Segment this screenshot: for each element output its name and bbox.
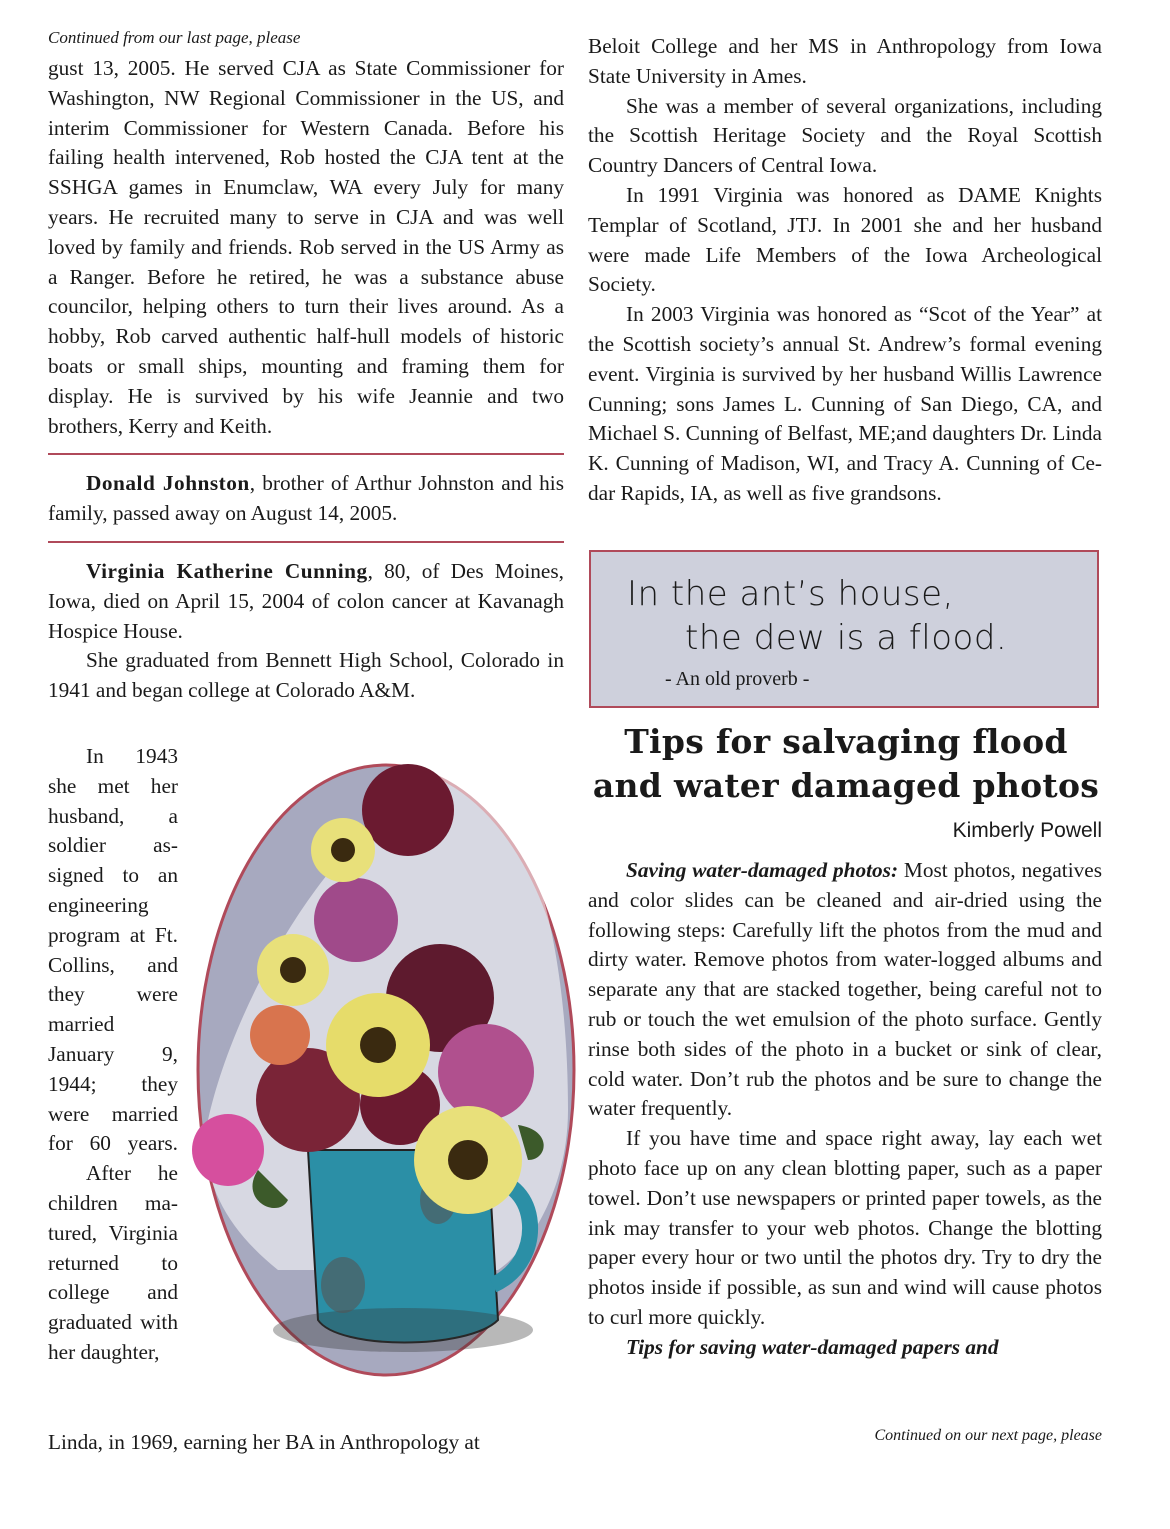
article-title: Tips for salvaging flood and water damaged photos: [592, 722, 1100, 805]
virginia-p8: In 1991 Virginia was honored as DAME Knights Templar of Scotland, JTJ. In 2001 she and her husband were made Life Members of the Iowa Archeological Society.: [588, 182, 1102, 297]
virginia-name: Virginia Katherine Cunning: [86, 558, 368, 583]
rob-obituary-text: gust 13, 2005. He served CJA as State Commissioner for Washington, NW Regional Commissioner in the US, and interim Commissioner for Western Canada. Before his failing health intervened, Rob hosted the CJA tent at the SSHGA games in Enumclaw, WA every July for many years. He recruited many to serve in CJA and was well loved by family and friends. Rob served in the US Army as a Ranger. Before he retired, he was a substance abuse councilor, helping others to turn their lives around. As a hobby, Rob carved authentic half-hull models of historic boats or small ships, mounting and framing them for display. He is survived by his wife Jeannie and two brothers, Kerry and Keith.: [48, 56, 564, 438]
proverb-line-1: In the ant’s house,: [627, 574, 954, 614]
virginia-p7: She was a member of several organizations, including the Scottish Heritage Society and the Royal Scottish Country Dancers of Central Iowa.: [588, 93, 1102, 178]
virginia-p9: In 2003 Virginia was honored as “Scot of the Year” at the Scottish society’s annual St. Andrew’s formal evening event. Virginia is survived by her husband Willis Lawrence Cunning; sons James L. Cunning of San Diego, CA, and Michael S. Cunning of Belfast, ME;and daughters Dr. Linda K. Cunning of Madison, WI, and Tracy A. Cunning of Cedar Rapids, IA, as well as five grandsons.: [588, 302, 1102, 505]
virginia-p6: Beloit College and her MS in Anthropology from Iowa State University in Ames.: [588, 34, 1102, 88]
virginia-intro: [48, 557, 564, 646]
after-image-text: [48, 1428, 564, 1458]
article-body: [588, 856, 1102, 1363]
narrow-text-column: [48, 742, 178, 1368]
proverb-box: [589, 550, 1099, 708]
proverb-line-2: the dew is a flood.: [685, 618, 1008, 658]
article-p1-text: Most photos, negatives and color slides can be cleaned and air-dried using the following steps: Carefully lift the photos from the mud and dirty water. Remove photos from water-logged albums and separate any that are stacked together, being careful not to rub or touch the wet emulsion of the photo surface. Gently rinse both sides of the photo in a bucket or sink of clear, cold water. Don’t rub the photos and be sure to change the water frequently.: [588, 858, 1102, 1121]
lead-saving-photos: Saving water-damaged photos:: [626, 858, 899, 882]
donald-name: Donald Johnston: [86, 471, 250, 496]
divider: [48, 453, 564, 455]
continued-on-note: Continued on our next page, please: [874, 1427, 1102, 1444]
virginia-p5: Linda, in 1969, earning her BA in Anthropology at: [48, 1430, 480, 1454]
article-p2: If you have time and space right away, lay each wet photo face up on any clean blotting paper, such as a paper towel. Don’t use newspapers or printed paper towels, as the ink may transfer to your web photos. Change the blotting paper every hour or two until the photos dry. Try to dry the photos inside if possible, as sun and wind will cause photos to curl more quickly.: [588, 1126, 1102, 1329]
virginia-p4: After he children matured, Virginia returned to college and graduated with her daughter,: [48, 1161, 178, 1364]
article-p1: [588, 856, 1102, 1124]
flower-vase-illustration: [168, 730, 588, 1390]
right-column: [588, 32, 1102, 509]
virginia-p3: In 1943 she met her husband, a soldier assigned to an engineering program at Ft. Collins, and they were married January 9, 1944; they were married for 60 years.: [48, 744, 178, 1156]
donald-obituary: [48, 469, 564, 529]
virginia-p2: She graduated from Bennett High School, Colorado in 1941 and began college at Colorado A&M.: [48, 648, 564, 703]
donald-text: , brother of Arthur Johnston and his family, passed away on August 14, 2005.: [48, 471, 564, 526]
article-p3: [588, 1333, 1102, 1363]
proverb-attribution: - An old proverb -: [665, 668, 810, 690]
left-column: [48, 28, 564, 706]
continued-from-note: Continued from our last page, please: [48, 28, 301, 47]
article-author: Kimberly Powell: [952, 819, 1102, 842]
lead-saving-papers: Tips for saving water-damaged papers and: [626, 1334, 999, 1359]
virginia-p1: , 80, of Des Moines, Iowa, died on April 15, 2004 of colon cancer at Kavanagh Hospice House.: [48, 558, 564, 643]
divider: [48, 541, 564, 543]
